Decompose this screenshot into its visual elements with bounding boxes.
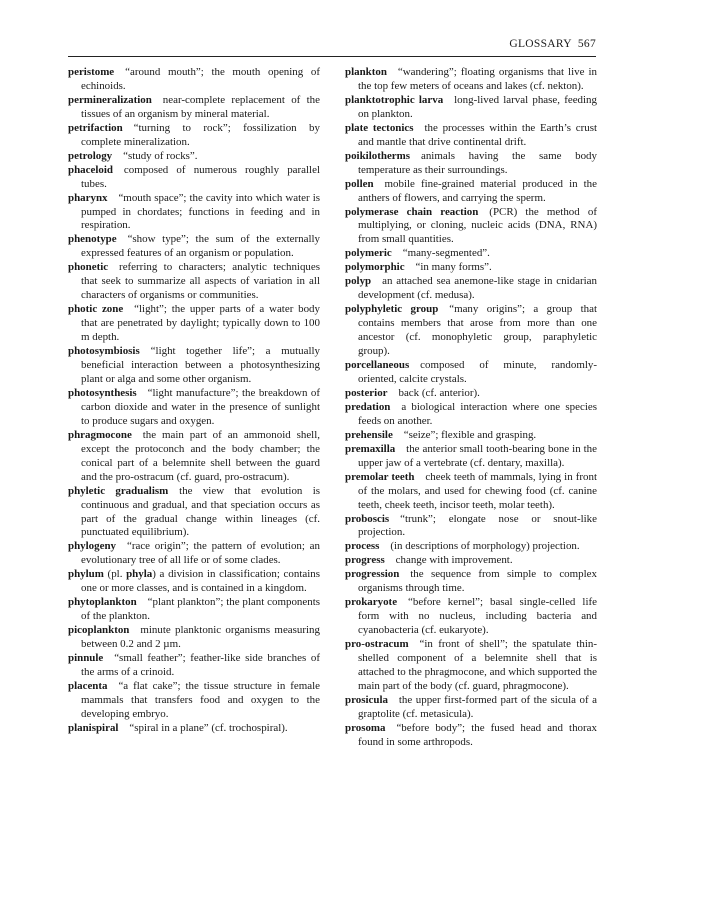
glossary-entry	[345, 275, 597, 303]
glossary-term: plankton	[345, 66, 387, 78]
glossary-entry	[345, 94, 597, 122]
glossary-term: pollen	[345, 177, 374, 190]
glossary-term: photosymbiosis	[68, 345, 140, 358]
glossary-entry	[345, 596, 597, 638]
glossary-term: peristome	[68, 66, 115, 78]
glossary-entry	[68, 66, 320, 94]
glossary-entry	[68, 568, 320, 596]
glossary-entry	[345, 554, 597, 568]
glossary-definition: “a flat cake”; the tissue structure in female mammals that transfers food and oxygen to the developing embryo.	[81, 679, 320, 720]
glossary-entry	[345, 540, 597, 554]
glossary-definition: the main part of an ammonoid shell, except the protoconch and the body chamber; the conical part of a belemnite shell between the guard and the pro-ostracum (cf. guard, pro-ostracum).	[81, 428, 320, 483]
glossary-plural-note: (pl.	[107, 568, 127, 581]
glossary-term: phyletic gradualism	[68, 484, 169, 497]
glossary-term: polyphyletic group	[345, 303, 439, 316]
glossary-definition: “spiral in a plane” (cf. trochospiral).	[129, 721, 288, 734]
glossary-term: polymerase chain reaction	[345, 205, 479, 218]
glossary-definition: referring to characters; analytic techniques that seek to summarize all aspects of variation in all characters of organisms or communities.	[81, 261, 320, 302]
glossary-entry	[68, 150, 320, 164]
glossary-term: prosoma	[345, 721, 386, 734]
glossary-definition: “before body”; the fused head and thorax found in some arthropods.	[358, 721, 597, 748]
glossary-entry	[345, 66, 597, 94]
glossary-term: pharynx	[68, 191, 108, 204]
glossary-definition: “race origin”; the pattern of evolution; an evolutionary tree of all life or of some clades.	[81, 540, 320, 567]
glossary-entry	[345, 303, 597, 359]
glossary-definition: “seize”; flexible and grasping.	[403, 428, 537, 441]
glossary-term: phonetic	[68, 261, 109, 274]
glossary-entry	[345, 122, 597, 150]
glossary-term: premolar teeth	[345, 470, 415, 483]
glossary-entry	[345, 568, 597, 596]
glossary-entry	[68, 540, 320, 568]
glossary-term: polymeric	[345, 247, 392, 260]
glossary-definition: long-lived larval phase, feeding on plankton.	[358, 93, 597, 120]
glossary-entry	[68, 596, 320, 624]
glossary-entry	[345, 247, 597, 261]
glossary-definition: “light”; the upper parts of a water body that are penetrated by daylight; typically down to 100 m depth.	[81, 303, 320, 344]
glossary-term: progress	[345, 554, 385, 567]
glossary-definition: near-complete replacement of the tissues of an organism by mineral material.	[81, 93, 320, 120]
glossary-entry	[68, 122, 320, 150]
header-title: GLOSSARY	[509, 38, 572, 50]
glossary-entry	[345, 401, 597, 429]
glossary-term: phylogeny	[68, 540, 117, 553]
glossary-entry	[345, 638, 597, 694]
glossary-term: predation	[345, 400, 391, 413]
page-number: 567	[577, 38, 596, 50]
glossary-entry	[68, 192, 320, 234]
glossary-term: petrology	[68, 149, 113, 162]
glossary-definition: composed of numerous roughly parallel tubes.	[81, 163, 320, 190]
glossary-term: phytoplankton	[68, 596, 137, 609]
glossary-entry	[68, 261, 320, 303]
glossary-term: pro-ostracum	[345, 638, 409, 651]
glossary-entry	[68, 624, 320, 652]
glossary-entry	[68, 387, 320, 429]
glossary-definition: animals having the same body temperature as their surroundings.	[358, 149, 597, 176]
glossary-term: placenta	[68, 679, 108, 692]
glossary-term: phenotype	[68, 233, 117, 246]
glossary-entry	[345, 261, 597, 275]
glossary-entry	[345, 359, 597, 387]
glossary-definition: the anterior small tooth-bearing bone in the upper jaw of a vertebrate (cf. dentary, maxilla).	[358, 442, 597, 469]
glossary-term: prokaryote	[345, 596, 398, 609]
glossary-term: polymorphic	[345, 261, 405, 274]
glossary-definition: “light together life”; a mutually beneficial interaction between a photosynthesizing plant or alga and some other organism.	[81, 345, 320, 385]
glossary-term: phylum	[68, 568, 104, 581]
glossary-definition: “small feather”; feather-like side branches of the arms of a crinoid.	[81, 652, 320, 678]
glossary-entry	[345, 722, 597, 750]
glossary-definition: minute planktonic organisms measuring between 0.2 and 2 µm.	[81, 624, 320, 651]
glossary-definition: cheek teeth of mammals, lying in front of the molars, and used for chewing food (cf. canine teeth, cheek teeth, incisor teeth, molar teeth).	[358, 470, 597, 511]
glossary-definition: back (cf. anterior).	[398, 386, 480, 399]
glossary-definition: “trunk”; elongate nose or snout-like projection.	[358, 512, 597, 539]
glossary-term: photosynthesis	[68, 386, 137, 399]
glossary-definition: the sequence from simple to complex organisms through time.	[358, 568, 597, 595]
glossary-term: planispiral	[68, 721, 119, 734]
glossary-term: proboscis	[345, 512, 390, 525]
glossary-term: polyp	[345, 275, 372, 288]
glossary-term: porcellaneous	[345, 359, 410, 372]
glossary-definition: an attached sea anemone-like stage in cnidarian development (cf. medusa).	[358, 275, 597, 302]
glossary-definition: the upper first-formed part of the sicula of a graptolite (cf. metasicula).	[358, 693, 597, 720]
glossary-term: phaceloid	[68, 163, 113, 176]
glossary-entry	[345, 694, 597, 722]
left-column	[68, 66, 320, 736]
glossary-term: premaxilla	[345, 442, 396, 455]
glossary-entry	[68, 94, 320, 122]
glossary-entry	[68, 429, 320, 485]
glossary-definition: “in many forms”.	[415, 261, 492, 274]
glossary-definition: “plant plankton”; the plant components of the plankton.	[81, 596, 320, 623]
glossary-definition: “mouth space”; the cavity into which water is pumped in chordates; functions in feeding and in respiration.	[81, 191, 320, 232]
glossary-entry	[68, 485, 320, 541]
glossary-entry	[345, 443, 597, 471]
glossary-entry	[68, 303, 320, 345]
glossary-definition: “many origins”; a group that contains members that arose from more than one ancestor (cf. monophyletic group, paraphyletic group).	[358, 303, 597, 358]
glossary-definition: “around mouth”; the mouth opening of echinoids.	[81, 66, 320, 92]
glossary-term: prehensile	[345, 428, 393, 441]
glossary-term: process	[345, 540, 380, 553]
glossary-term: poikilotherms	[345, 149, 411, 162]
glossary-term: permineralization	[68, 93, 152, 106]
running-header	[68, 38, 596, 50]
glossary-definition: a biological interaction where one species feeds on another.	[358, 400, 597, 427]
header-rule	[68, 56, 596, 57]
glossary-entry	[68, 652, 320, 680]
glossary-entry	[68, 680, 320, 722]
glossary-plural-term: phyla	[126, 568, 153, 581]
glossary-term: prosicula	[345, 693, 388, 706]
glossary-definition: composed of minute, randomly-oriented, calcite crystals.	[358, 359, 597, 385]
glossary-term: progression	[345, 568, 400, 581]
glossary-term: petrifaction	[68, 121, 123, 134]
glossary-entry	[345, 150, 597, 178]
glossary-term: plate tectonics	[345, 121, 414, 134]
glossary-definition: (in descriptions of morphology) projection.	[390, 540, 580, 553]
glossary-entry	[345, 513, 597, 541]
glossary-term: posterior	[345, 386, 388, 399]
glossary-term: pinnule	[68, 652, 104, 665]
glossary-entry	[68, 722, 320, 736]
glossary-term: phragmocone	[68, 428, 132, 441]
glossary-definition: “before kernel”; basal single-celled life form with no nucleus, including bacteria and cyanobacteria (cf. eukaryote).	[358, 596, 597, 637]
glossary-term: photic zone	[68, 303, 124, 316]
glossary-definition: “turning to rock”; fossilization by complete mineralization.	[81, 121, 320, 148]
glossary-term: picoplankton	[68, 624, 130, 637]
glossary-definition: the view that evolution is continuous and gradual, and that speciation occurs as part of the gradual change within lineages (cf. punctuated equilibrium).	[81, 484, 320, 539]
glossary-entry	[68, 164, 320, 192]
glossary-term: planktotrophic larva	[345, 93, 444, 106]
glossary-entry	[345, 429, 597, 443]
glossary-definition: (PCR) the method of multiplying, or cloning, nucleic acids (DNA, RNA) from small quantities.	[358, 205, 597, 246]
glossary-definition: mobile fine-grained material produced in the anthers of flowers, and carrying the sperm.	[358, 177, 597, 204]
glossary-definition: “light manufacture”; the breakdown of carbon dioxide and water in the presence of sunlight to produce sugars and oxygen.	[81, 386, 320, 427]
glossary-definition: “show type”; the sum of the externally expressed features of an organism or population.	[81, 233, 320, 260]
glossary-entry	[345, 178, 597, 206]
glossary-definition: the processes within the Earth’s crust and mantle that drive continental drift.	[358, 121, 597, 148]
glossary-entry	[68, 233, 320, 261]
glossary-definition: “study of rocks”.	[123, 149, 198, 162]
glossary-entry	[345, 206, 597, 248]
glossary-entry	[68, 345, 320, 387]
glossary-definition: change with improvement.	[395, 554, 513, 567]
glossary-entry	[345, 471, 597, 513]
glossary-definition: “many-segmented”.	[402, 247, 490, 260]
right-column	[345, 66, 597, 750]
glossary-definition: ) a division in classification; contains one or more classes, and is contained in a kingdom.	[81, 568, 320, 595]
glossary-definition: “in front of shell”; the spatulate thin-shelled component of a belemnite shell that is attached to the phragmocone, and which supported the main part of the body (cf. guard, phragmocone).	[358, 638, 597, 692]
glossary-entry	[345, 387, 597, 401]
glossary-definition: “wandering”; floating organisms that live in the top few meters of oceans and lakes (cf. nekton).	[358, 66, 597, 92]
